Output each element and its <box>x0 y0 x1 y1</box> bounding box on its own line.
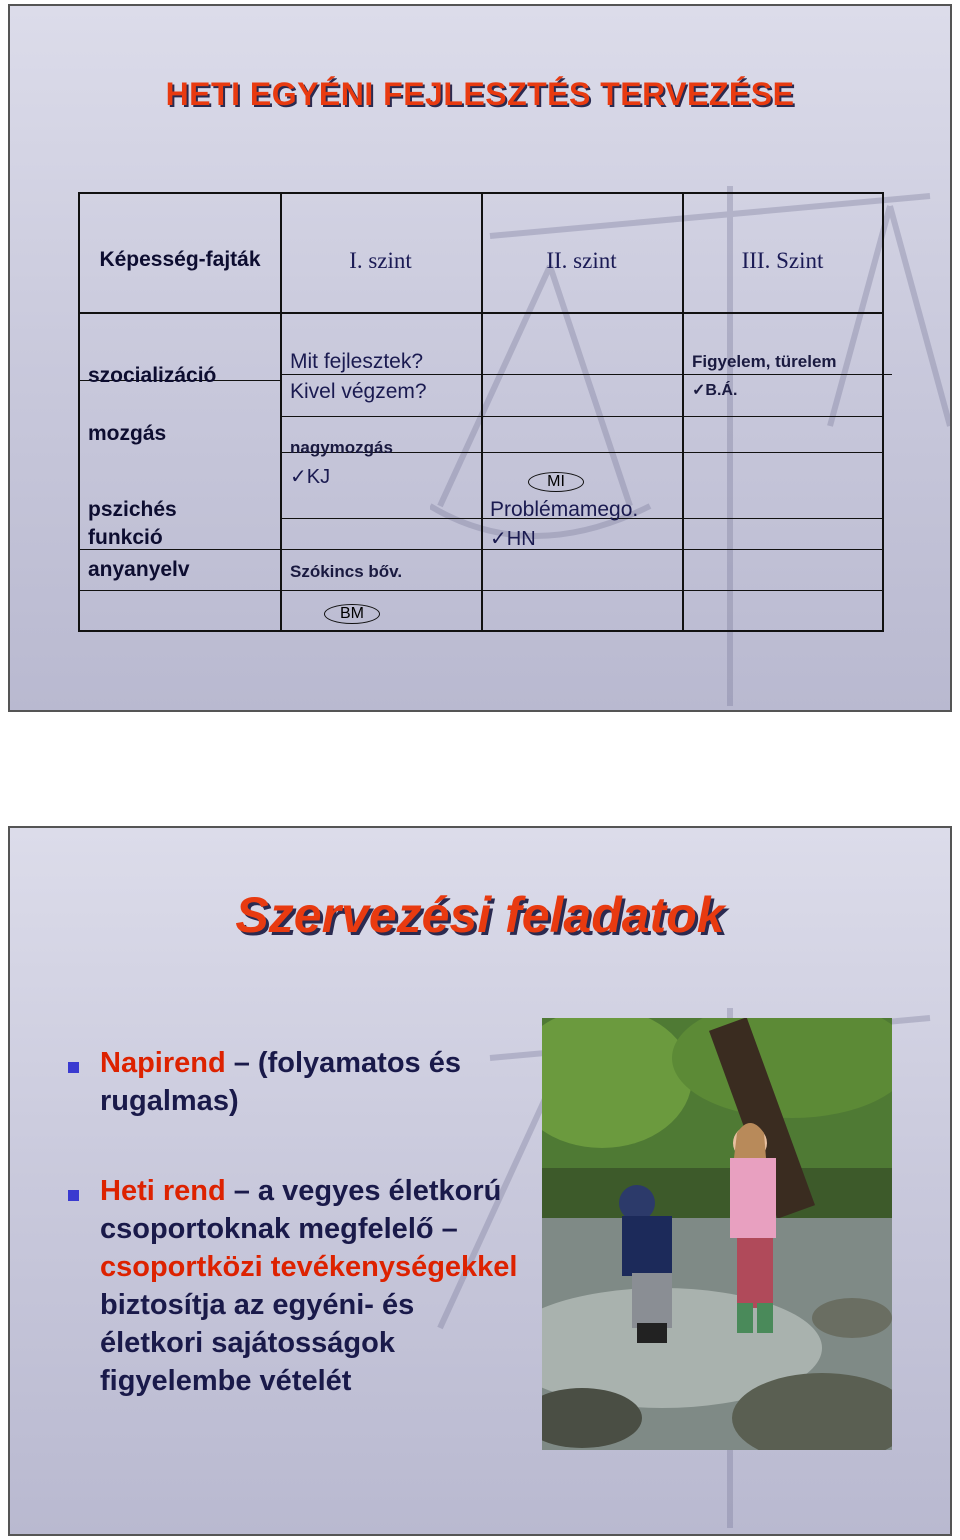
header-abilities: Képesség-fajták <box>99 248 261 271</box>
row-divider <box>280 374 892 375</box>
oval-mi: MI <box>528 472 584 492</box>
highlight-napirend: Napirend <box>100 1047 226 1079</box>
slide-organizational-tasks <box>8 826 952 1536</box>
bullet-text: biztosítja az egyéni- és életkori sajátosságok figyelembe vételét <box>100 1289 415 1397</box>
development-table <box>78 192 884 632</box>
bullet-square-icon <box>68 1062 79 1073</box>
cell-what-develop: Mit fejlesztek? <box>290 350 424 373</box>
header-level-2: II. szint <box>546 248 617 273</box>
row-label-psychic: pszichés funkció <box>88 498 177 549</box>
row-divider <box>80 590 882 591</box>
bullet-text: – (folyamatos és rugalmas) <box>100 1047 462 1117</box>
slide-planning-table <box>8 4 952 712</box>
oval-bm: BM <box>324 604 380 624</box>
row-label-language: anyanyelv <box>88 558 190 581</box>
cell-vocabulary: Szókincs bőv. <box>290 562 403 581</box>
cell-kj: ✓KJ <box>290 466 331 488</box>
row-label-movement: mozgás <box>88 422 167 445</box>
cell-ba: ✓B.Á. <box>692 382 738 399</box>
children-in-stream-photo <box>542 1018 892 1450</box>
row-label-socialization: szocializáció <box>88 364 217 387</box>
row-divider <box>280 416 882 417</box>
cell-with-whom: Kivel végzem? <box>290 380 427 403</box>
slide-title: Szervezési feladatok <box>235 887 725 943</box>
header-level-3: III. Szint <box>741 248 824 273</box>
cell-hn: ✓HN <box>490 528 536 550</box>
cell-gross-motor: nagymozgás <box>290 438 393 457</box>
slide-title: HETI EGYÉNI FEJLESZTÉS TERVEZÉSE <box>165 76 795 112</box>
highlight-heti-rend: Heti rend <box>100 1175 226 1207</box>
bullet-square-icon <box>68 1190 79 1201</box>
bullet-text: – a vegyes életkorú csoportoknak megfelelő – <box>100 1175 502 1245</box>
bullet-daily-schedule <box>100 1044 520 1120</box>
header-level-1: I. szint <box>349 248 412 273</box>
cell-problem-solving: Problémamego. <box>490 498 639 521</box>
cell-attention-patience: Figyelem, türelem <box>692 352 837 371</box>
bullet-weekly-schedule <box>100 1172 520 1400</box>
header-divider <box>80 312 882 314</box>
highlight-group-activities: csoportközi tevékenységekkel <box>100 1251 518 1283</box>
